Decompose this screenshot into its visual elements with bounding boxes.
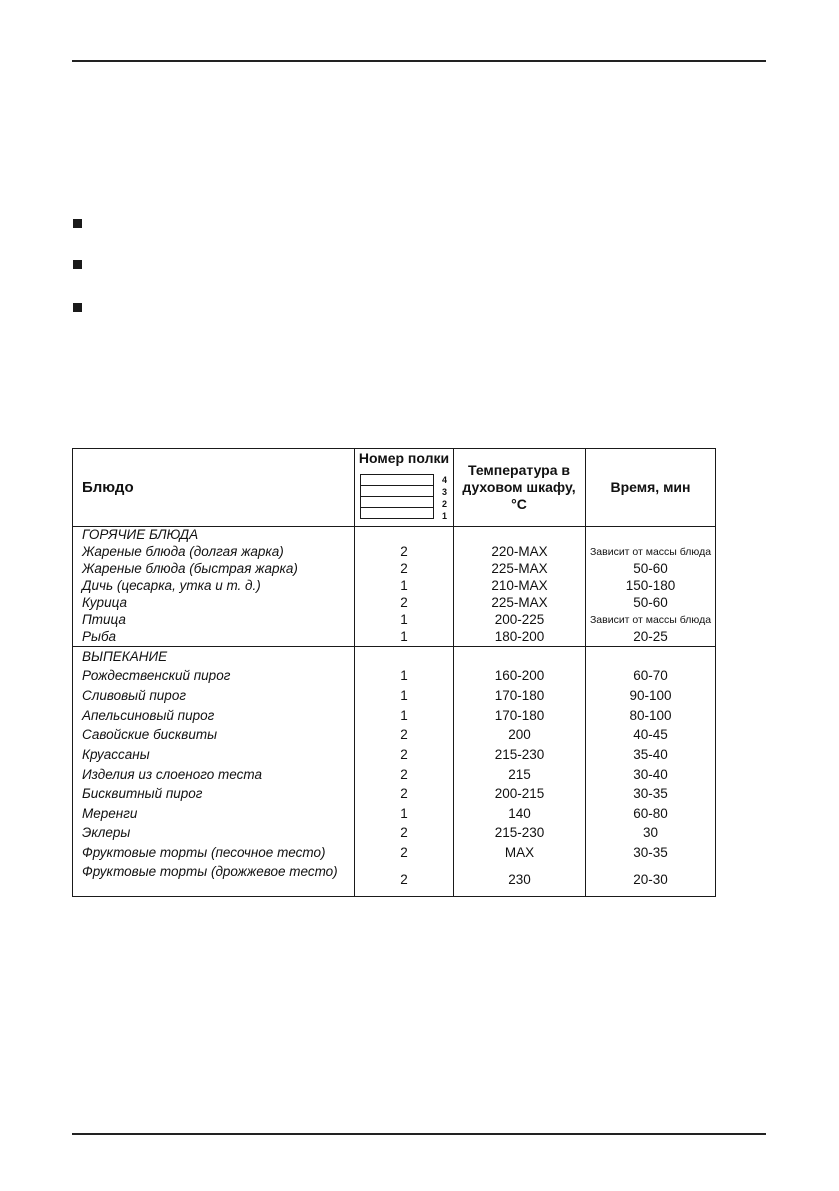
dish-cell: Рыба: [82, 629, 117, 644]
time-cell: 80-100: [629, 708, 672, 723]
temp-cell: 225-MAX: [491, 561, 548, 576]
temp-cell: 160-200: [494, 668, 545, 683]
temp-cell: 220-MAX: [491, 544, 548, 559]
time-cell: 50-60: [633, 595, 668, 610]
time-cell: 90-100: [629, 688, 672, 703]
temp-cell: 215-230: [494, 747, 545, 762]
dish-cell: Фруктовые торты (дрожжевое тесто): [82, 864, 338, 879]
header-dish: Блюдо: [82, 479, 134, 496]
shelf-cell: 2: [400, 845, 408, 860]
temp-cell: 225-MAX: [491, 595, 548, 610]
dish-cell: Апельсиновый пирог: [82, 708, 215, 723]
dish-cell: Рождественский пирог: [82, 668, 231, 683]
shelf-cell: 2: [400, 561, 408, 576]
bullet-marker: [73, 260, 82, 269]
time-cell: 30-40: [633, 767, 668, 782]
shelf-cell: 2: [400, 727, 408, 742]
temp-cell: 170-180: [494, 688, 545, 703]
time-cell: 60-80: [633, 806, 668, 821]
shelf-cell: 2: [400, 786, 408, 801]
shelf-level-label: 3: [442, 487, 448, 497]
temp-cell: 230: [508, 872, 531, 887]
table-header: [73, 449, 715, 527]
top-rule: [72, 60, 766, 62]
shelf-cell: 1: [400, 668, 408, 683]
time-cell: 30: [642, 825, 659, 840]
shelf-cell: 2: [400, 595, 408, 610]
time-cell: 30-35: [633, 786, 668, 801]
time-cell: 40-45: [633, 727, 668, 742]
time-cell: 50-60: [633, 561, 668, 576]
shelf-cell: 1: [400, 578, 408, 593]
shelf-cell: 2: [400, 544, 408, 559]
shelf-cell: 2: [400, 825, 408, 840]
time-cell: 60-70: [633, 668, 668, 683]
dish-cell: Бисквитный пирог: [82, 786, 203, 801]
bullet-marker: [73, 303, 82, 312]
dish-cell: Савойские бисквиты: [82, 727, 218, 742]
time-cell: 20-25: [633, 629, 668, 644]
shelf-cell: 2: [400, 747, 408, 762]
section-title-baking: ВЫПЕКАНИЕ: [82, 649, 168, 664]
shelf-level-label: 4: [442, 475, 448, 485]
shelf-cell: 2: [400, 872, 408, 887]
shelf-level-label: 2: [442, 499, 448, 509]
shelf-diagram: [360, 474, 434, 519]
shelf-cell: 1: [400, 612, 408, 627]
shelf-cell: 1: [400, 629, 408, 644]
temp-cell: 140: [508, 806, 531, 821]
cooking-table: [72, 448, 716, 897]
temp-cell: 210-MAX: [491, 578, 548, 593]
dish-cell: Изделия из слоеного теста: [82, 767, 262, 782]
dish-cell: Меренги: [82, 806, 138, 821]
time-cell: Зависит от массы блюда: [589, 546, 712, 558]
header-time: Время, мин: [610, 479, 691, 495]
section-title-hot-dishes: ГОРЯЧИЕ БЛЮДА: [82, 527, 199, 542]
header-temperature: Температура в духовом шкафу, °С: [462, 462, 576, 512]
dish-cell: Дичь (цесарка, утка и т. д.): [82, 578, 261, 593]
shelf-cell: 2: [400, 767, 408, 782]
time-cell: 20-30: [633, 872, 668, 887]
temp-cell: 200-215: [494, 786, 545, 801]
dish-cell: Птица: [82, 612, 126, 627]
temp-cell: 170-180: [494, 708, 545, 723]
header-shelf: Номер полки: [358, 450, 450, 466]
temp-cell: 180-200: [494, 629, 545, 644]
dish-cell: Сливовый пирог: [82, 688, 186, 703]
temp-cell: 200-225: [494, 612, 545, 627]
bottom-rule: [72, 1133, 766, 1135]
time-cell: 35-40: [633, 747, 668, 762]
temp-cell: 215-230: [494, 825, 545, 840]
bullet-marker: [73, 219, 82, 228]
temp-cell: 215: [508, 767, 531, 782]
time-cell: Зависит от массы блюда: [589, 614, 712, 626]
dish-cell: Курица: [82, 595, 127, 610]
shelf-cell: 1: [400, 708, 408, 723]
dish-cell: Фруктовые торты (песочное тесто): [82, 845, 326, 860]
temp-cell: 200: [508, 727, 531, 742]
dish-cell: Жареные блюда (долгая жарка): [82, 544, 284, 559]
shelf-cell: 1: [400, 688, 408, 703]
dish-cell: Круассаны: [82, 747, 150, 762]
shelf-cell: 1: [400, 806, 408, 821]
time-cell: 30-35: [633, 845, 668, 860]
dish-cell: Жареные блюда (быстрая жарка): [82, 561, 298, 576]
time-cell: 150-180: [625, 578, 676, 593]
temp-cell: MAX: [504, 845, 535, 860]
dish-cell: Эклеры: [82, 825, 131, 840]
shelf-level-label: 1: [442, 511, 448, 521]
